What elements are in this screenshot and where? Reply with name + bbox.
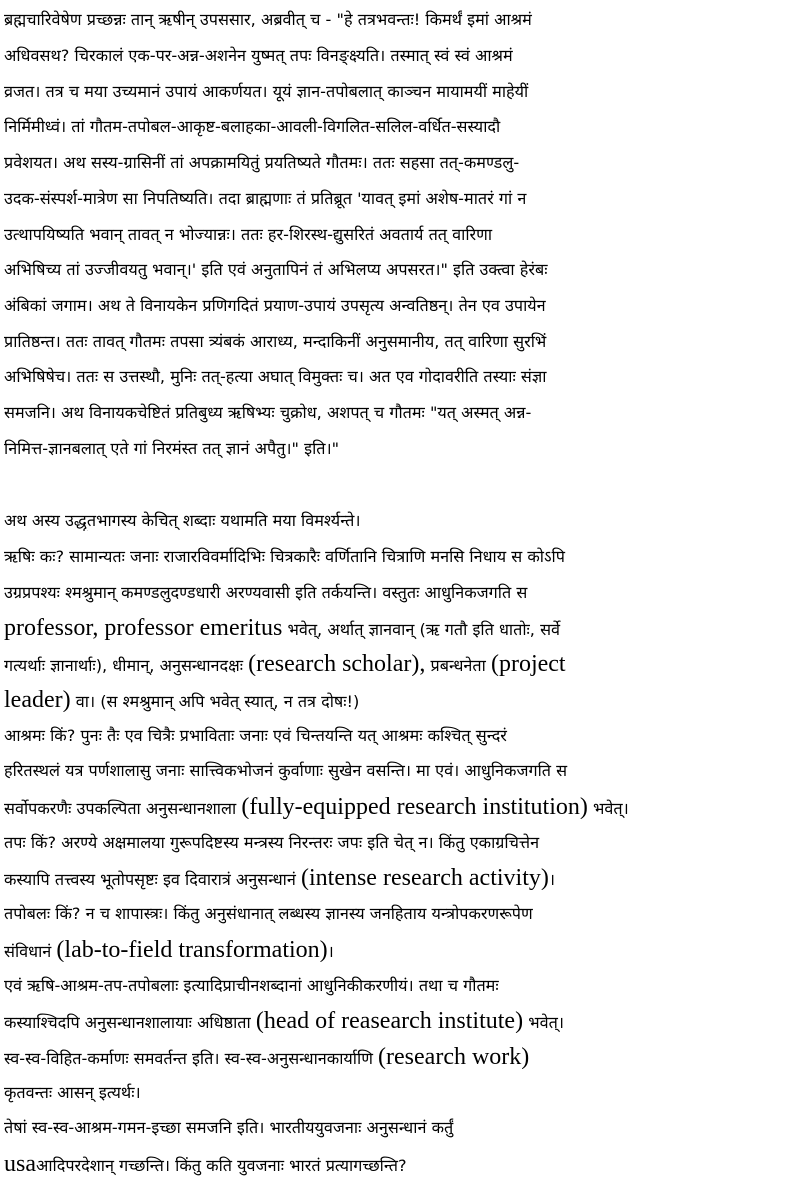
youth-line: तेषां स्व-स्व-आश्रम-गमन-इच्छा समजनि इति। भारतीययुवजनाः अनुसन्धानं कर्तुं — [4, 1118, 454, 1137]
english-term: (research work) — [378, 1047, 530, 1069]
english-term: usa — [4, 1154, 36, 1176]
story-line: समजनि। अथ विनायकचेष्टितं प्रतिबुध्य ऋषिभ्यः चुक्रोध, अशपत् च गौतमः "यत् अस्मत् अन्न- — [4, 403, 532, 422]
story-line: उत्थापयिष्यति भवान् तावत् न भोज्यान्नः। ततः हर-शिरस्थ-द्युसरितं अवतार्य तत् वारिणा — [4, 225, 493, 244]
story-line: अंबिकां जगाम। अथ ते विनायकेन प्रणिगदितं प्रयाण-उपायं उपसृत्य अन्वतिष्ठन्। तेन एव उपायेन — [4, 296, 546, 315]
story-line: निर्मिमीध्वं। तां गौतम-तपोबल-आकृष्ट-बलाहका-आवली-विगलित-सलिल-वर्धित-सस्यादौ — [4, 117, 501, 136]
story-line: अभिषिषेच। ततः स उत्तस्थौ, मुनिः तत्-हत्या अघात् विमुक्तः च। अत एव गोदावरीति तस्याः संज्ञा — [4, 367, 547, 386]
english-term: (research scholar), — [248, 654, 426, 676]
sanskrit-text: आदिपरदेशान् गच्छन्ति। किंतु कति युवजनाः भारतं प्रत्यागच्छन्ति? — [36, 1156, 407, 1175]
english-term: (head of reasearch institute) — [255, 1011, 524, 1033]
sanskrit-text: भवेत्, अर्थात् ज्ञानवान् (ऋ गतौ इति धातोः, सर्वे — [282, 620, 561, 639]
sanskrit-text: कस्याश्चिदपि अनुसन्धानशालायाः अधिष्ठाता — [4, 1013, 256, 1032]
sanskrit-text: । — [548, 870, 555, 889]
sanskrit-text: संविधानं — [4, 942, 57, 961]
youth-line — [4, 1154, 810, 1176]
modern-line — [4, 1047, 810, 1069]
english-term: leader) — [4, 690, 71, 712]
tapas-line: तपः किं? अरण्ये अक्षमालया गुरूपदिष्टस्य मन्त्रस्य निरन्तरः जपः इति चेत् न। किंतु एकाग्रचित्तेन — [4, 833, 540, 852]
story-line: ब्रह्मचारिवेषेण प्रच्छन्नः तान् ऋषीन् उपससार, अब्रवीत् च - "हे तत्रभवन्तः! किमर्थं इमां आश्रमं — [4, 10, 532, 29]
rishi-line: उग्रप्रपश्यः श्मश्रुमान् कमण्डलुदण्डधारी अरण्यवासी इति तर्कयन्ति। वस्तुतः आधुनिकजगति स — [4, 583, 528, 602]
sanskrit-text: स्व-स्व-विहित-कर्माणः समवर्तन्त इति। स्व-स्व-अनुसन्धानकार्याणि — [4, 1049, 379, 1068]
story-line: अभिषिच्य तां उज्जीवयतु भवान्।' इति एवं अनुतापिनं तं अभिलप्य अपसरत।" इति उक्त्वा हेरंबः — [4, 260, 548, 279]
english-term: (lab-to-field transformation) — [56, 940, 328, 962]
rishi-line — [4, 654, 810, 676]
ashrama-line: हरितस्थलं यत्र पर्णशालासु जनाः सात्त्विकभोजनं कुर्वाणाः सुखेन वसन्ति। मा एवं। आधुनिकजगति स — [4, 761, 568, 780]
story-line: अधिवसथ? चिरकालं एक-पर-अन्न-अशनेन युष्मत् तपः विनङ्क्ष्यति। तस्मात् स्वं स्वं आश्रमं — [4, 46, 513, 65]
tapobala-line — [4, 940, 810, 962]
sanskrit-text: प्रबन्धनेता — [425, 656, 491, 675]
modern-line: एवं ऋषि-आश्रम-तप-तपोबलाः इत्यादिप्राचीनशब्दानां आधुनिकीकरणीयं। तथा च गौतमः — [4, 976, 499, 995]
tapobala-line: तपोबलः किं? न च शापास्त्रः। किंतु अनुसंधानात् लब्धस्य ज्ञानस्य जनहिताय यन्त्रोपकरणरूपेण — [4, 904, 533, 923]
english-term: (project — [490, 654, 566, 676]
rishi-line — [4, 690, 810, 712]
sanskrit-text: भवेत्। — [523, 1013, 564, 1032]
sanskrit-text: भवेत्। — [587, 799, 629, 818]
sanskrit-text: सर्वोपकरणैः उपकल्पिता अनुसन्धानशाला — [4, 799, 242, 818]
sanskrit-text: वा। (स श्मश्रुमान् अपि भवेत् स्यात्, न तत्र दोषः!) — [70, 692, 360, 711]
story-line: व्रजत। तत्र च मया उच्यमानं उपायं आकर्णयत। यूयं ज्ञान-तपोबलात् काञ्चन मायामयीं माहेयीं — [4, 82, 529, 101]
english-term: (intense research activity) — [300, 868, 549, 890]
rishi-line — [4, 618, 810, 640]
ashrama-line: आश्रमः किं? पुनः तैः एव चित्रैः प्रभाविताः जनाः एवं चिन्तयन्ति यत् आश्रमः कश्चित् सुन्दरं — [4, 726, 507, 745]
tapas-line — [4, 868, 810, 890]
sanskrit-text: कस्यापि तत्त्वस्य भूतोपसृष्टः इव दिवारात्रं अनुसन्धानं — [4, 870, 301, 889]
story-line: निमित्त-ज्ञानबलात् एते गां निरमंस्त तत् ज्ञानं अपैतु।" इति।" — [4, 439, 340, 458]
story-line: उदक-संस्पर्श-मात्रेण सा निपतिष्यति। तदा ब्राह्मणाः तं प्रतिब्रूत 'यावत् इमां अशेष-मातरं गां न — [4, 189, 527, 208]
modern-line — [4, 1011, 810, 1033]
sanskrit-text: गत्यर्थाः ज्ञानार्थाः), धीमान्, अनुसन्धानदक्षः — [4, 656, 249, 675]
english-term: (fully-equipped research institution) — [241, 797, 588, 819]
rishi-line: ऋषिः कः? सामान्यतः जनाः राजारविवर्मादिभिः चित्रकारैः वर्णितानि चित्राणि मनसि निधाय स कोऽपि — [4, 547, 565, 566]
story-line: प्रातिष्ठन्त। ततः तावत् गौतमः तपसा त्र्यंबकं आराध्य, मन्दाकिनीं अनुसमानीय, तत् वारिणा सुरभिं — [4, 332, 547, 351]
sanskrit-text: । — [327, 942, 334, 961]
notes-intro: अथ अस्य उद्धृतभागस्य केचित् शब्दाः यथामति मया विमर्श्यन्ते। — [4, 511, 361, 530]
modern-line: कृतवन्तः आसन् इत्यर्थः। — [4, 1083, 141, 1102]
story-line: प्रवेशयत। अथ सस्य-ग्रासिनीं तां अपक्रामयितुं प्रयतिष्यते गौतमः। ततः सहसा तत्-कमण्डलु- — [4, 153, 520, 172]
ashrama-line — [4, 797, 810, 819]
english-term: professor, professor emeritus — [4, 618, 283, 640]
